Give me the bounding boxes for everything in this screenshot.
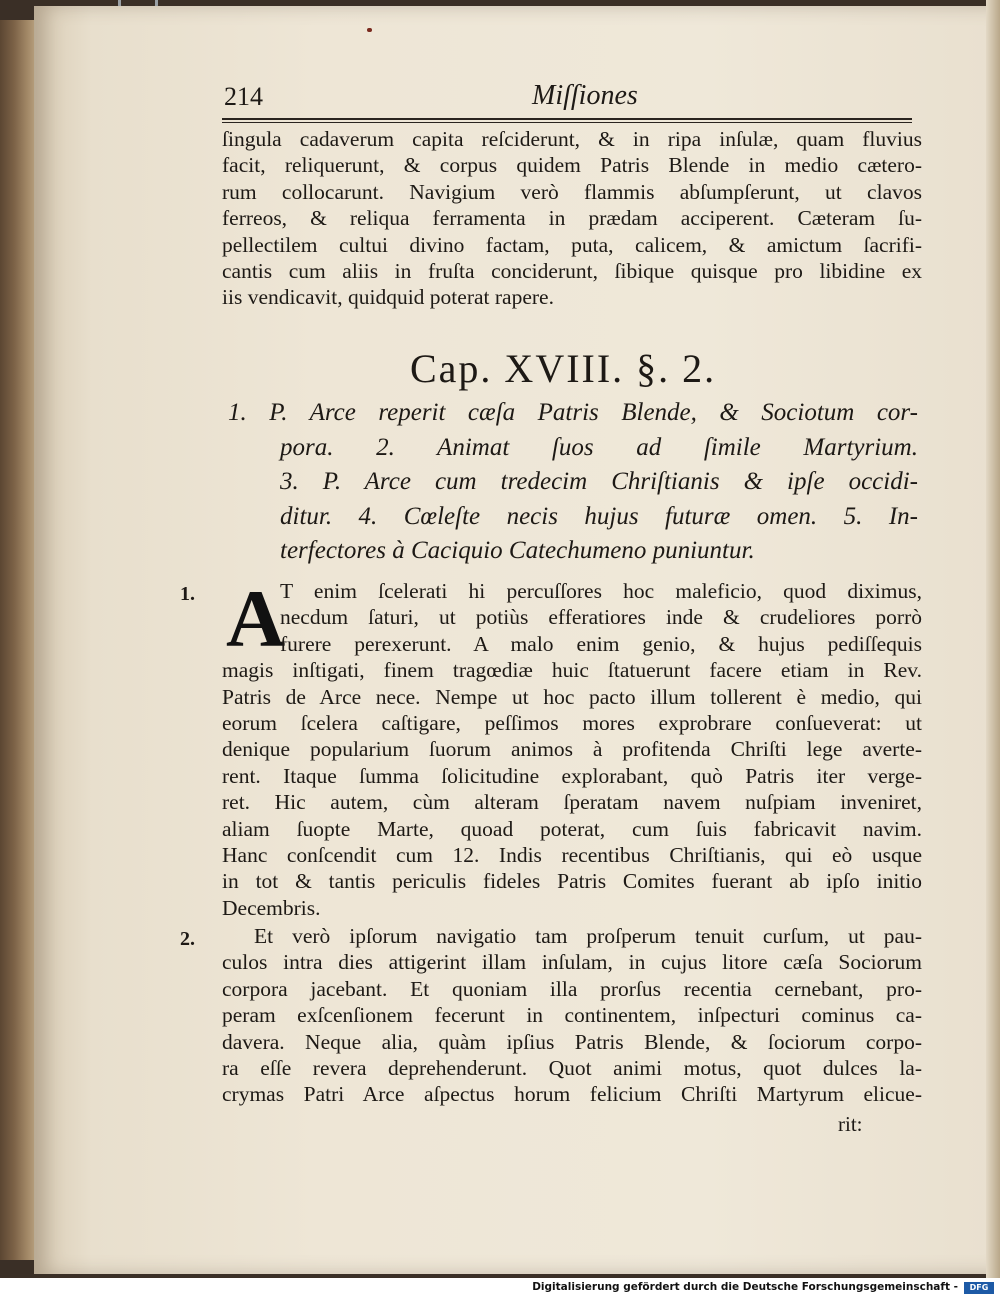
summary-line: terfectores à Caciquio Catechumeno puniuntur.: [280, 537, 755, 564]
text-line: ſingula cadaverum capita reſciderunt, & in ripa inſulæ, quam fluvius: [222, 127, 922, 151]
text-line: Patris de Arce nece. Nempe ut hoc pacto illum tollerent è medio, qui: [222, 684, 922, 709]
summary-line: 1. P. Arce reperit cæſa Patris Blende, & Sociotum cor-: [228, 399, 918, 426]
text-line: eorum ſcelera caſtigare, peſſimos mores exprobrare conſueverat: ut: [222, 711, 922, 736]
text-line: cantis cum aliis in fruſta conciderunt, ſibique quisque pro libidine ex: [222, 259, 922, 284]
dfg-logo: DFG: [964, 1282, 994, 1294]
text-line: facit, reliquerunt, & corpus quidem Patris Blende in medio cætero-: [222, 153, 922, 178]
ink-speck: [367, 28, 372, 32]
text-line: Hanc conſcendit cum 12. Indis recentibus Chriſtianis, qui eò usque: [222, 843, 922, 868]
chapter-heading: Cap. XVIII. §. 2.: [410, 346, 717, 391]
text-line: ra eſſe revera deprehenderunt. Quot animi motus, quot dulces la-: [222, 1056, 922, 1081]
text-line: peram exſcenſionem fecerunt in continentem, inſpecturi cominus ca-: [222, 1003, 922, 1028]
text-line: pellectilem cultui divino factam, puta, calicem, & amictum ſacrifi-: [222, 232, 922, 257]
text-line: magis inſtigati, finem tragœdiæ huic ſtatuerunt facere etiam in Rev.: [222, 658, 922, 683]
text-line: iis vendicavit, quidquid poterat rapere.: [222, 285, 554, 310]
text-line: Et verò ipſorum navigatio tam proſperum tenuit curſum, ut pau-: [254, 924, 922, 948]
page-right-edge: [986, 0, 1000, 1278]
paragraph-2: [222, 923, 922, 1108]
text-line: Decembris.: [222, 895, 321, 920]
page-header: [222, 80, 912, 120]
footer-credit: Digitalisierung gefördert durch die Deutsche Forschungsgemeinschaft -: [532, 1281, 958, 1293]
marginal-number: 1.: [180, 583, 195, 605]
text-line: crymas Patri Arce aſpectus horum felicium Chriſti Martyrum elicue-: [222, 1082, 922, 1107]
text-line: aliam ſuopte Marte, quoad poterat, cum ſuis fabricavit navim.: [222, 816, 922, 841]
text-line: T enim ſcelerati hi percuſſores hoc maleficio, quod diximus,: [280, 579, 922, 603]
paragraph-1: [222, 573, 922, 921]
header-rule-thin: [222, 122, 912, 123]
text-line: furere perexerunt. A malo enim genio, & hujus pediſſequis: [280, 631, 922, 656]
chapter-summary: [228, 396, 918, 569]
marginal-number: 2.: [180, 928, 195, 950]
summary-line: pora. 2. Animat ſuos ad ſimile Martyrium.: [280, 433, 918, 461]
text-line: denique popularium ſuorum animos à profitenda Chriſti lege averte-: [222, 737, 922, 762]
header-rule: [222, 118, 912, 120]
catchword: rit:: [838, 1112, 863, 1136]
text-line: davera. Neque alia, quàm ipſius Patris Blende, & ſociorum corpo-: [222, 1029, 922, 1054]
text-line: necdum ſaturi, ut potiùs efferatiores inde & crudeliores porrò: [280, 605, 922, 630]
text-line: rent. Itaque ſumma ſolicitudine explorabant, quò Patris iter verge-: [222, 763, 922, 788]
page-number: 214: [224, 82, 263, 111]
text-line: ret. Hic autem, cùm alteram ſperatam navem nuſpiam inveniret,: [222, 790, 922, 815]
text-line: rum collocarunt. Navigium verò flammis abſumpſerunt, ut clavos: [222, 179, 922, 204]
text-line: culos intra dies attigerint illam inſulam, in cujus litore cæſa Sociorum: [222, 950, 922, 975]
summary-line: ditur. 4. Cœleſte necis hujus futuræ omen. 5. In-: [280, 502, 918, 530]
text-line: ferreos, & reliqua ferramenta in prædam acciperent. Cæteram ſu-: [222, 206, 922, 231]
text-line: in tot & tantis periculis fideles Patris Comites fuerant ab ipſo initio: [222, 869, 922, 894]
text-line: corpora jacebant. Et quoniam illa prorſus recentia cernebant, pro-: [222, 976, 922, 1001]
running-head: Miſſiones: [532, 80, 638, 111]
drop-cap-initial: A: [226, 573, 286, 664]
top-text-block: [222, 126, 922, 311]
summary-line: 3. P. Arce cum tredecim Chriſtianis & ipſe occidi-: [280, 468, 918, 495]
